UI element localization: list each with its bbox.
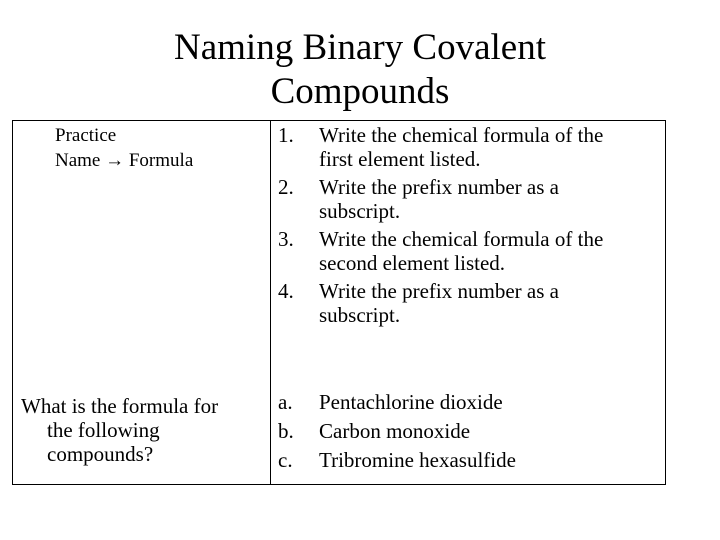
- compound-name: Carbon monoxide: [319, 419, 471, 443]
- slide-title: [0, 26, 720, 114]
- compound-item: [278, 446, 516, 475]
- step-number: 4.: [278, 279, 294, 303]
- compounds-list: [278, 388, 516, 475]
- step-text-line: Write the chemical formula of the: [319, 227, 604, 251]
- step-text-line: Write the prefix number as a: [319, 279, 559, 303]
- compound-item: [278, 388, 516, 417]
- step-number: 3.: [278, 227, 294, 251]
- steps-list: [278, 123, 603, 331]
- question-line-2: the following: [47, 418, 160, 442]
- compound-name: Pentachlorine dioxide: [319, 390, 503, 414]
- compound-letter: c.: [278, 448, 293, 472]
- step-text-line: first element listed.: [319, 147, 481, 171]
- step-text: [319, 227, 603, 275]
- step-item: [278, 123, 603, 171]
- compound-item: [278, 417, 516, 446]
- title-line-1: Naming Binary Covalent: [174, 27, 546, 68]
- question-text: [21, 394, 261, 466]
- step-text-line: second element listed.: [319, 251, 506, 275]
- column-divider: [270, 121, 271, 484]
- title-line-2: Compounds: [270, 71, 450, 112]
- question-line-1: What is the formula for: [21, 394, 219, 418]
- step-text: [319, 175, 603, 223]
- step-text-line: subscript.: [319, 199, 401, 223]
- step-number: 2.: [278, 175, 294, 199]
- step-text-line: Write the prefix number as a: [319, 175, 559, 199]
- step-text: [319, 279, 603, 327]
- step-item: [278, 227, 603, 275]
- content-table: [12, 120, 666, 485]
- step-item: [278, 279, 603, 327]
- step-text-line: Write the chemical formula of the: [319, 123, 604, 147]
- step-text-line: subscript.: [319, 303, 401, 327]
- practice-subheading: Name → Formula: [55, 150, 194, 171]
- step-text: [319, 123, 603, 171]
- practice-heading: Practice: [55, 125, 117, 146]
- question-line-3: compounds?: [47, 442, 154, 466]
- compound-letter: a.: [278, 390, 293, 414]
- step-item: [278, 175, 603, 223]
- step-number: 1.: [278, 123, 294, 147]
- compound-name: Tribromine hexasulfide: [319, 448, 516, 472]
- compound-letter: b.: [278, 419, 294, 443]
- practice-label: [55, 123, 193, 173]
